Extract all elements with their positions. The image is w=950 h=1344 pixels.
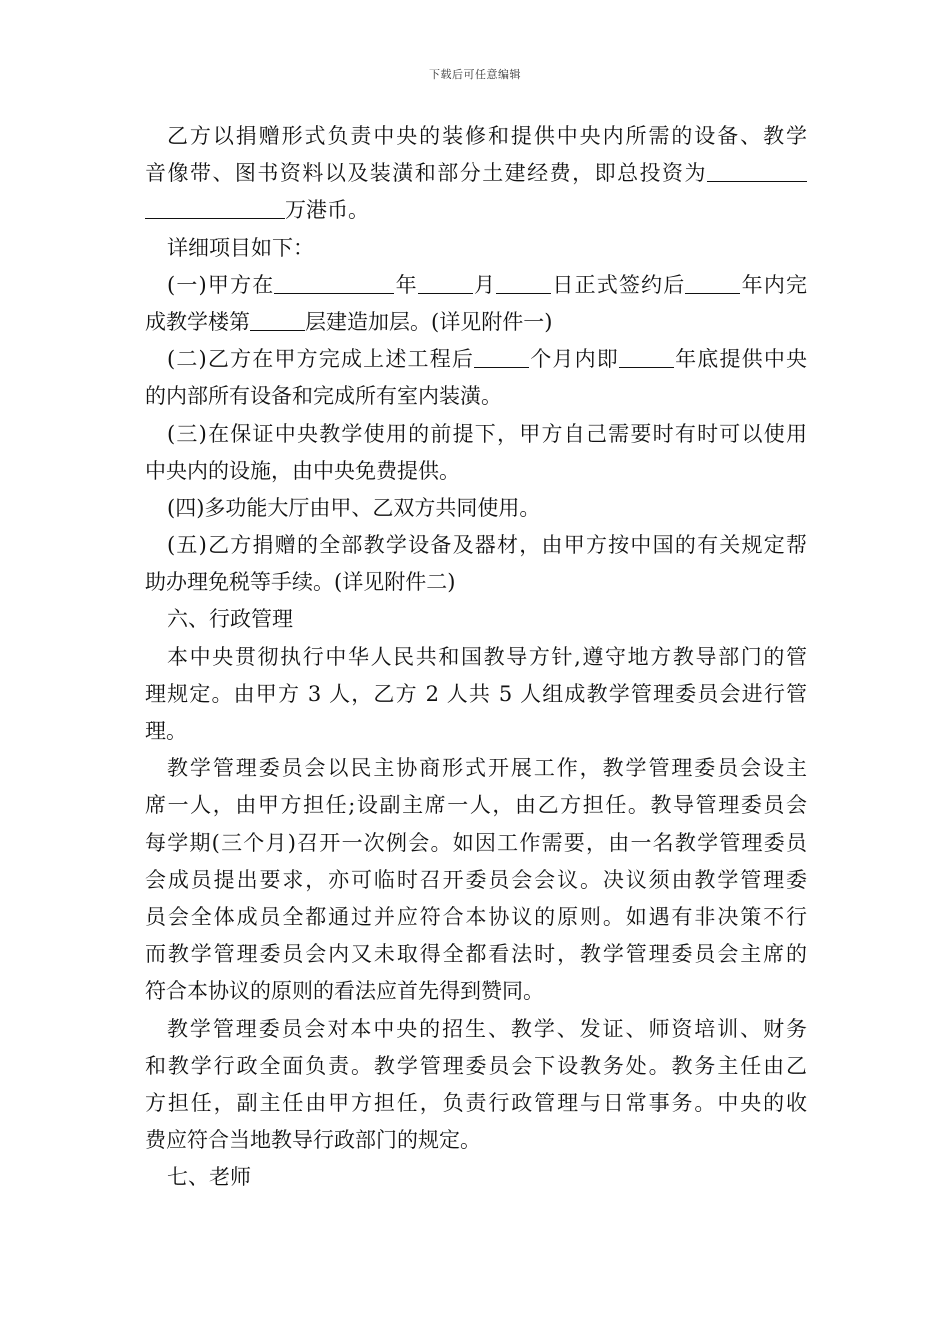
text-run: 层建造加层。(详见附件一) [305, 309, 553, 334]
text-line [145, 899, 807, 936]
text-run: 成教学楼第 [145, 309, 250, 334]
text-run: 符合本协议的原则的看法应首先得到赞同。 [145, 979, 544, 1004]
fill-in-blank [474, 343, 529, 368]
text-run: 员会全体成员全都通过并应符合本协议的原则。如遇有非决策不行 [145, 904, 807, 929]
fill-in-blank [496, 269, 551, 294]
text-line [145, 1159, 807, 1196]
text-run: 的内部所有设备和完成所有室内装潢。 [145, 384, 502, 409]
text-line [145, 787, 807, 824]
text-run: 音像带、图书资料以及装潢和部分土建经费，即总投资为 [145, 161, 707, 186]
text-line [145, 564, 807, 601]
text-run: 理规定。由甲方 3 人，乙方 2 人共 5 人组成教学管理委员会进行管 [145, 681, 807, 706]
text-run: 万港币。 [285, 198, 369, 223]
text-line [145, 713, 807, 750]
text-run: 方担任，副主任由甲方担任，负责行政管理与日常事务。中央的收 [145, 1090, 807, 1115]
text-line [145, 378, 807, 415]
text-run: 日正式签约后 [551, 272, 686, 297]
text-line [145, 527, 807, 564]
text-line [145, 267, 807, 304]
fill-in-blank [619, 343, 674, 368]
text-run: 月 [472, 272, 497, 297]
text-run: 理。 [145, 719, 187, 743]
text-line [145, 862, 807, 899]
text-line [145, 750, 807, 787]
text-line [145, 155, 807, 192]
text-run: 席一人，由甲方担任;设副主席一人，由乙方担任。教导管理委员会 [145, 793, 807, 818]
text-run: 乙方以捐赠形式负责中央的装修和提供中央内所需的设备、教学 [167, 124, 807, 148]
text-run: (二)乙方在甲方完成上述工程后 [167, 347, 475, 372]
text-run: 六、行政管理 [167, 607, 293, 632]
fill-in-blank [250, 306, 305, 331]
text-line [145, 341, 807, 378]
text-run: 会成员提出要求，亦可临时召开委员会会议。决议须由教学管理委 [145, 867, 807, 892]
text-line [145, 453, 807, 490]
text-line [145, 825, 807, 862]
fill-in-blank [145, 194, 285, 219]
text-line [145, 416, 807, 453]
text-run: 和教学行政全面负责。教学管理委员会下设教务处。教务主任由乙 [145, 1053, 807, 1078]
text-run: 七、老师 [167, 1165, 251, 1190]
text-line [145, 490, 807, 527]
text-line [145, 676, 807, 713]
text-run: 年内完 [740, 272, 807, 297]
text-run: (一)甲方在 [167, 272, 275, 297]
fill-in-blank [274, 269, 394, 294]
text-line [145, 639, 807, 676]
text-run: (三)在保证中央教学使用的前提下，甲方自己需要时有时可以使用 [167, 421, 807, 446]
text-run: 本中央贯彻执行中华人民共和国教导方针,遵守地方教导部门的管 [167, 644, 807, 669]
fill-in-blank [418, 269, 473, 294]
text-line [145, 1122, 807, 1159]
text-line [145, 192, 807, 229]
text-run: 中央内的设施，由中央免费提供。 [145, 458, 460, 483]
text-run: 每学期(三个月)召开一次例会。如因工作需要，由一名教学管理委员 [145, 830, 807, 855]
text-line [145, 1085, 807, 1122]
text-run: 助办理免税等手续。(详见附件二) [145, 570, 456, 595]
text-run: (四)多功能大厅由甲、乙双方共同使用。 [167, 495, 541, 520]
text-line [145, 1048, 807, 1085]
text-run: 费应符合当地教导行政部门的规定。 [145, 1128, 481, 1153]
text-line [145, 230, 807, 267]
text-line [145, 118, 807, 155]
text-line [145, 601, 807, 638]
text-line [145, 304, 807, 341]
text-run: 详细项目如下： [167, 235, 314, 260]
document-body [145, 118, 807, 1196]
text-run: 年 [394, 272, 418, 297]
text-line [145, 1011, 807, 1048]
text-line [145, 973, 807, 1010]
page-header: 下载后可任意编辑 [429, 68, 521, 81]
text-line [145, 936, 807, 973]
text-run: 个月内即 [529, 347, 619, 372]
text-run: 教学管理委员会对本中央的招生、教学、发证、师资培训、财务 [167, 1016, 807, 1041]
text-run: (五)乙方捐赠的全部教学设备及器材，由甲方按中国的有关规定帮 [167, 533, 807, 558]
fill-in-blank [685, 269, 740, 294]
text-run: 教学管理委员会以民主协商形式开展工作，教学管理委员会设主 [167, 756, 807, 781]
text-run: 年底提供中央 [673, 347, 807, 372]
fill-in-blank [707, 157, 807, 182]
text-run: 而教学管理委员会内又未取得全都看法时，教学管理委员会主席的 [145, 942, 807, 967]
